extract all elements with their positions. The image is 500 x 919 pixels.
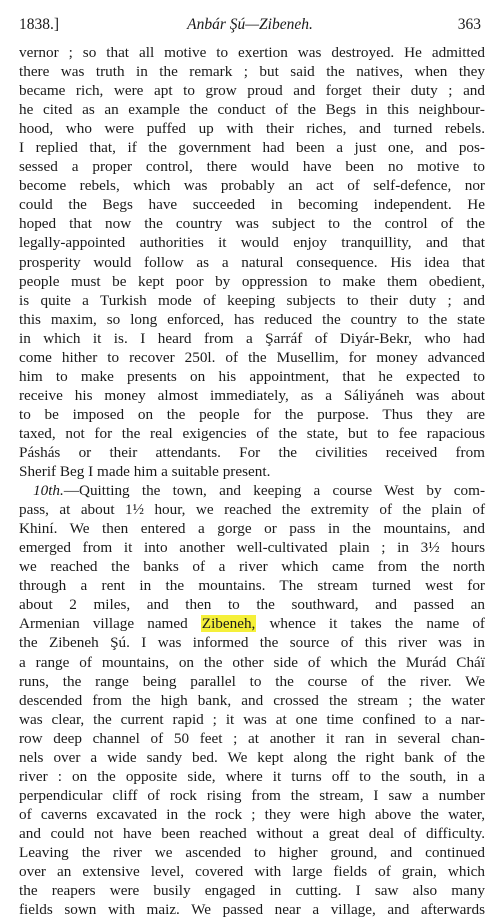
text-line: hoped that now the country was subject to the control of the xyxy=(19,215,485,233)
text-line: pass, at about 1½ hour, we reached the extremity of the plain of xyxy=(19,501,485,519)
text-line: I replied that, if the government had been a just one, and pos- xyxy=(19,139,485,157)
text-line: the Zibeneh Şú. I was informed the source of this river was in xyxy=(19,634,485,652)
text-line: this maxim, so long enforced, has reduced the country to the state xyxy=(19,310,485,328)
text-line: the reapers were busily engaged in cutting. I saw also many xyxy=(19,882,485,900)
text-body xyxy=(19,43,485,919)
text-line: emerged from it into another well-cultivated plain ; in 3½ hours xyxy=(19,539,485,557)
line-text: —Quitting the town, and keeping a course West by com- xyxy=(63,482,485,500)
text-line: runs, the range being parallel to the course of the river. We xyxy=(19,672,485,690)
text-line: Sherif Beg I made him a suitable present. xyxy=(19,463,271,481)
line-text: whence it takes the name of xyxy=(256,615,485,633)
text-line: a range of mountains, on the other side of which the Murád Cháï xyxy=(19,653,485,671)
header-year: 1838.] xyxy=(19,16,60,33)
text-line: could the Begs have succeeded in becoming independent. He xyxy=(19,196,485,214)
text-line: receive his money almost immediately, as a Sáliyáneh was about xyxy=(19,386,485,404)
text-line: is quite a Turkish mode of keeping subjects to their duty ; and xyxy=(19,291,485,309)
text-line: prosperity would follow as a natural consequence. His idea that xyxy=(19,253,485,271)
text-line: become rebels, which was probably an act of self-defence, nor xyxy=(19,177,485,195)
page-number: 363 xyxy=(457,16,481,33)
text-line: sessed a proper control, there would have been no motive to xyxy=(19,158,485,176)
text-line: row deep channel of 50 feet ; at another it ran in several chan- xyxy=(19,729,485,747)
text-line: him to make presents on his appointment, that he expected to xyxy=(19,367,485,385)
text-line: became rich, were apt to grow proud and forget their duty ; and xyxy=(19,82,485,100)
text-line: nels over a wide sandy bed. We kept along the right bank of the xyxy=(19,748,485,766)
text-line: Khiní. We then entered a gorge or pass in the mountains, and xyxy=(19,520,485,538)
text-line: hood, who were puffed up with their riches, and turned rebels. xyxy=(19,120,485,138)
text-line: there was truth in the remark ; but said the natives, when they xyxy=(19,63,485,81)
text-line: come hither to recover 250l. of the Musellim, for money advanced xyxy=(19,348,485,366)
text-line xyxy=(19,481,485,500)
line-text: Armenian village named xyxy=(19,615,201,633)
text-line: was clear, the current rapid ; it was at one time confined to a nar- xyxy=(19,710,485,728)
text-line: about 2 miles, and then to the southward, and passed an xyxy=(19,596,485,614)
text-line: we reached the banks of a river which came from the north xyxy=(19,558,485,576)
paragraph-2 xyxy=(19,481,485,919)
text-line: of caverns excavated in the rock ; they were high above the water, xyxy=(19,805,485,823)
text-line: in which it is. I heard from a Şarráf of Diyár-Bekr, who had xyxy=(19,329,485,347)
text-line: river : on the opposite side, where it turns off to the south, in a xyxy=(19,767,485,785)
paragraph-1 xyxy=(19,43,485,481)
text-line: over an extensive level, covered with large fields of grain, which xyxy=(19,863,485,881)
text-line: Páshás or their attendants. For the civilities received from xyxy=(19,443,485,461)
text-line: people must be kept poor by oppression to make them obedient, xyxy=(19,272,485,290)
text-line: perpendicular cliff of rock rising from the stream, I saw a number xyxy=(19,786,485,804)
text-line: descended from the high bank, and crossed the stream ; the water xyxy=(19,691,485,709)
text-line: to be imposed on the people for the purpose. Thus they are xyxy=(19,405,485,423)
header-title: Anbár Şú—Zibeneh. xyxy=(187,16,313,33)
text-line: he cited as an example the conduct of the Begs in this neighbour- xyxy=(19,101,485,119)
running-header xyxy=(19,16,481,38)
date-label: 10th. xyxy=(33,482,64,500)
text-line: legally-appointed authorities it would enjoy tranquillity, and that xyxy=(19,234,485,252)
text-line: and could not have been reached without a great deal of difficulty. xyxy=(19,824,485,842)
text-line: Leaving the river we ascended to higher ground, and continued xyxy=(19,843,485,861)
text-line: through a rent in the mountains. The stream turned west for xyxy=(19,577,485,595)
text-line: taxed, not for the real exigencies of the state, but to fee rapacious xyxy=(19,424,485,442)
text-line xyxy=(19,614,485,633)
text-line: vernor ; so that all motive to exertion was destroyed. He admitted xyxy=(19,44,485,61)
highlighted-word: Zibeneh, xyxy=(201,615,256,633)
text-line: fields sown with maiz. We passed near a village, and afterwards xyxy=(19,901,485,919)
